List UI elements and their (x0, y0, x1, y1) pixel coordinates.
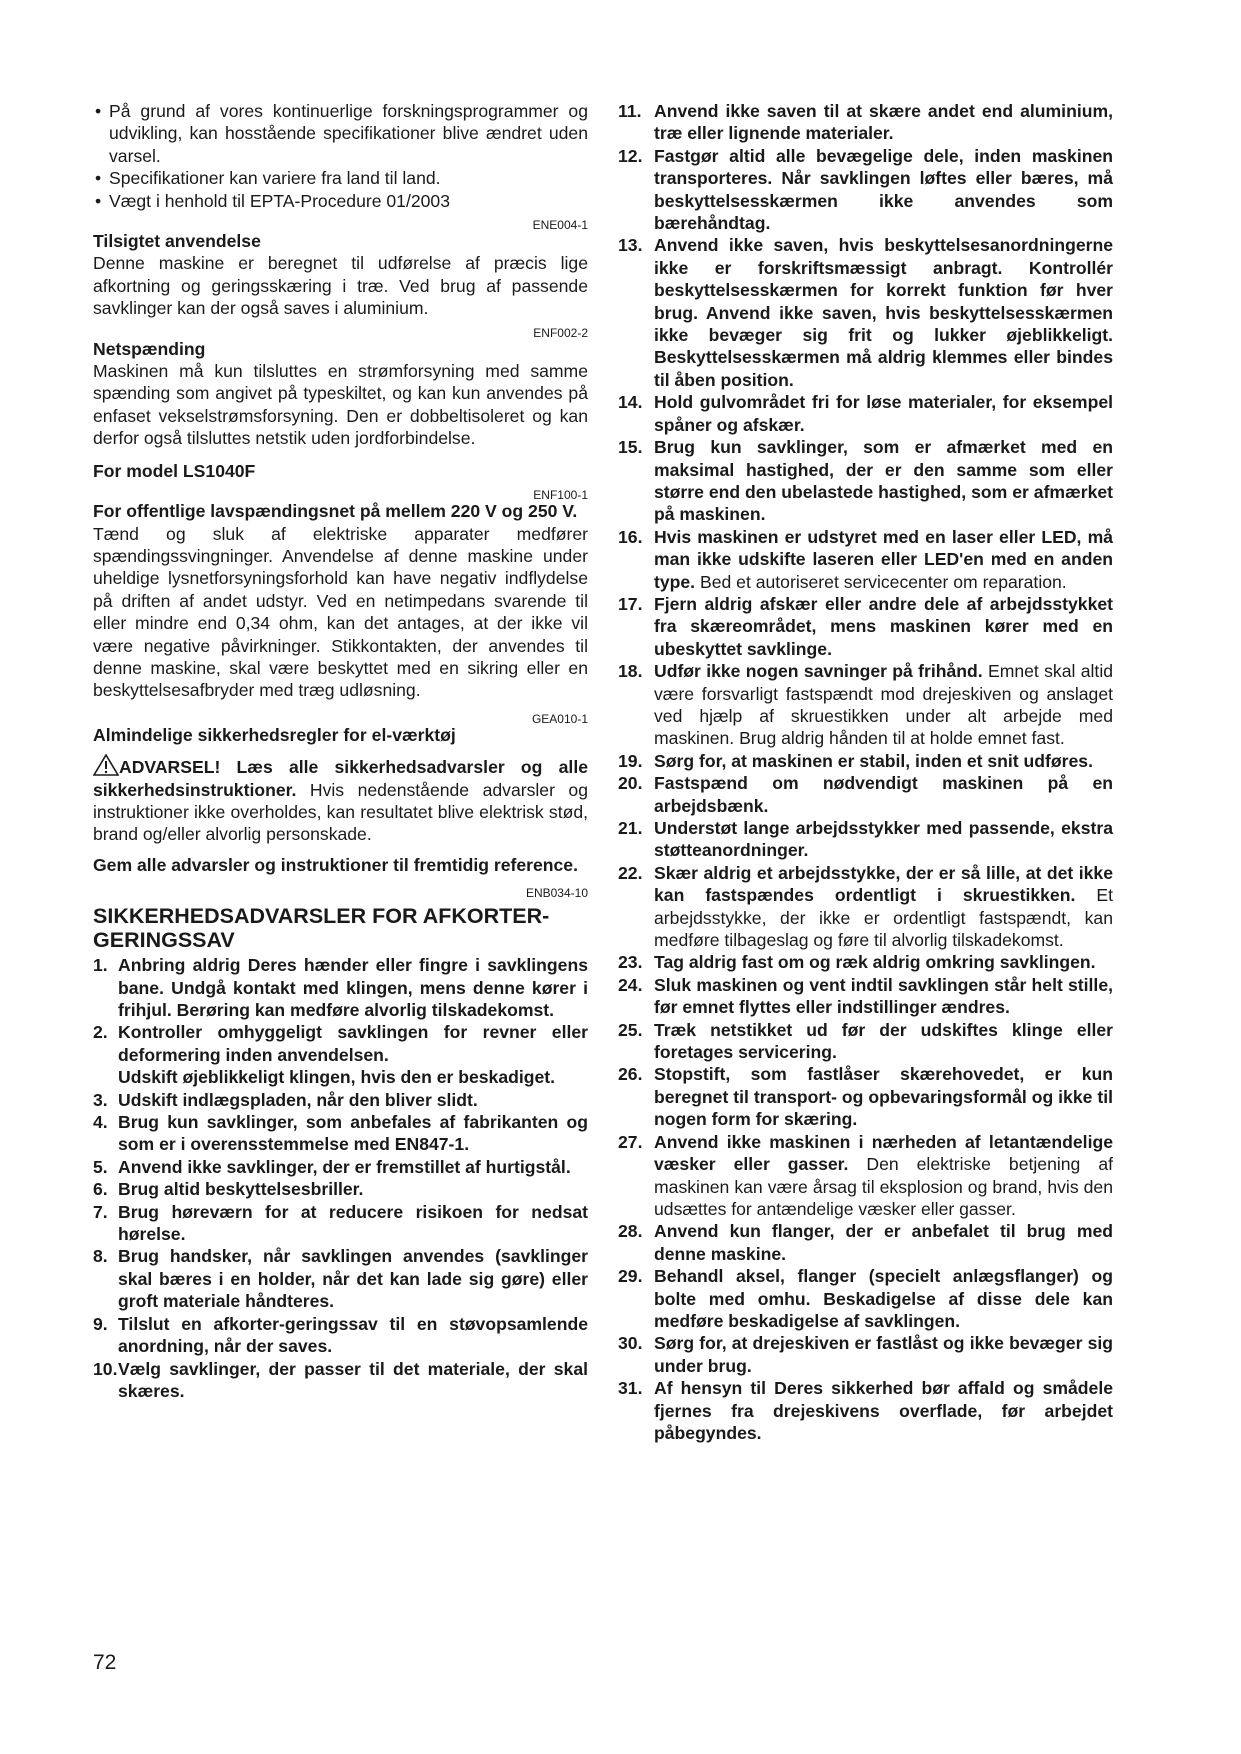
list-item: 6. Brug altid beskyttelsesbriller. (93, 1179, 364, 1200)
heading-public-grid: For offentlige lavspændingsnet på mellem 220 V og 250 V. (93, 501, 578, 522)
paragraph-power-supply: Maskinen må kun tilsluttes en strømforsyning med samme spænding som angivet på typeskiltet, og kan kun anvendes på enfaset vekselstrømsforsyning. Den er dobbeltisoleret og kan derfor også tilsluttes netstik uden jordforbindelse. (93, 361, 588, 449)
paragraph-public-grid: Tænd og sluk af elektriske apparater medfører spændingssvingninger. Anvendelse af denne maskine under uheldige lysnetforsyningsforhold kan have negativ indflydelse på driften af andet udstyr. Ved en netimpedans svarende til eller mindre end 0,34 ohm, kan det antages, at der ikke vil være negative påvirkninger. Stikkontakten, der anvendes til denne maskine, skal være beskyttet med en sikring eller en beskyttelsesafbryder med træg udløsning. (93, 523, 588, 701)
heading-intended-use: Tilsigtet anvendelse (93, 231, 261, 252)
safety-list-right (618, 100, 1113, 1444)
list-item: 7. Brug høreværn for at reducere risikoen for nedsat hørelse. (93, 1201, 588, 1245)
list-item: 15. Brug kun savklinger, som er afmærket med en maksimal hastighed, der er den samme som eller større end den ubelastede hastighed, som er afmærket på maskinen. (618, 437, 1113, 525)
list-item: 24. Sluk maskinen og vent indtil savklingen står helt stille, før emnet flyttes eller indstillinger ændres. (618, 974, 1113, 1018)
safety-list-left (93, 954, 588, 1402)
list-item: 1. Anbring aldrig Deres hænder eller fingre i savklingens bane. Undgå kontakt med klingen, mens denne kører i frihjul. Berøring kan medføre alvorlig tilskadekomst. (93, 955, 588, 1020)
list-item: 14. Hold gulvområdet fri for løse materialer, for eksempel spåner og afskær. (618, 392, 1113, 435)
list-item: 21. Understøt lange arbejdsstykker med passende, ekstra støtteanordninger. (618, 818, 1113, 861)
right-column (618, 100, 1113, 1444)
list-item: 4. Brug kun savklinger, som anbefales af fabrikanten og som er i overensstemmelse med EN847-1. (93, 1112, 588, 1155)
page-number: 72 (93, 1651, 117, 1674)
list-item: 17. Fjern aldrig afskær eller andre dele af arbejdsstykket fra skæreområdet, mens maskinen kører med en ubeskyttet savklinge. (618, 593, 1113, 659)
list-item: 12. Fastgør altid alle bevægelige dele, inden maskinen transporteres. Når savklingen løftes eller bæres, må beskyttelsesskærmen ikke anvendes som bærehåndtag. (618, 145, 1113, 234)
list-item: 9. Tilslut en afkorter-geringssav til en støvopsamlende anordning, når der saves. (93, 1313, 588, 1357)
spec-note-1: • På grund af vores kontinuerlige forskningsprogrammer og udvikling, kan hosstående specifikationer blive ændret uden varsel. (93, 100, 588, 167)
list-item: 18. Udfør ikke nogen savninger på frihånd. Emnet skal altid være forsvarligt fastspændt mod drejeskiven og anslaget ved hjælp af skruestikken under alt arbejde med maskinen. Brug aldrig hånden til at holde emnet fast. (618, 661, 1114, 749)
section-title: SIKKERHEDSADVARSLER FOR AFKORTER-GERINGSSAV (93, 904, 550, 953)
doc-code: ENB034-10 (525, 886, 588, 901)
list-item: 8. Brug handsker, når savklingen anvendes (savklinger skal bæres i en holder, når det kan lade sig gøre) eller groft materiale håndteres. (93, 1246, 588, 1312)
list-item: 26. Stopstift, som fastlåser skærehovedet, er kun beregnet til transport- og opbevaringsformål og ikke til nogen form for skæring. (618, 1064, 1113, 1130)
list-item: 31. Af hensyn til Deres sikkerhed bør affald og smådele fjernes fra drejeskivens overflade, før arbejdet påbegyndes. (618, 1378, 1113, 1443)
list-item: 11. Anvend ikke saven til at skære andet end aluminium, træ eller lignende materialer. (618, 101, 1113, 144)
spec-note-3: • Vægt i henhold til EPTA-Procedure 01/2003 (93, 190, 588, 212)
keep-instructions: Gem alle advarsler og instruktioner til fremtidig reference. (93, 854, 578, 875)
list-item: 2. Kontroller omhyggeligt savklingen for revner eller deformering inden anvendelsen. Udskift øjeblikkeligt klingen, hvis den er beskadiget. (93, 1022, 588, 1088)
list-item: 13. Anvend ikke saven, hvis beskyttelsesanordningerne ikke er forskriftsmæssigt anbragt. Kontrollér beskyttelsesskærmen for korrekt funktion før hver brug. Anvend ikke saven, hvis beskyttelsesskærmen ikke bevæger sig frit og lukker øjeblikkeligt. Beskyttelsesskærmen må aldrig klemmes eller bindes til åben position. (618, 235, 1113, 390)
list-item: 19. Sørg for, at maskinen er stabil, inden et snit udføres. (618, 750, 1093, 771)
doc-code: ENF002-2 (533, 325, 588, 340)
paragraph-intended-use: Denne maskine er beregnet til udførelse af præcis lige afkortning og geringsskæring i træ. Ved brug af passende savklinger kan der også saves i aluminium. (93, 253, 588, 319)
heading-model: For model LS1040F (93, 460, 256, 481)
list-item: 28. Anvend kun flanger, der er anbefalet til brug med denne maskine. (618, 1221, 1113, 1264)
doc-code: ENF100-1 (533, 488, 588, 503)
list-item: 16. Hvis maskinen er udstyret med en laser eller LED, må man ikke udskifte laseren eller LED'en med en anden type. Bed et autoriseret servicecenter om reparation. (618, 526, 1113, 592)
warning-text: Hvis nedenstående advarsler og instruktioner ikke overholdes, kan resultatet blive elektrisk stød, brand og/eller alvorlig personskade. (93, 779, 588, 845)
list-item: 27. Anvend ikke maskinen i nærheden af letantændelige væsker eller gasser. Den elektriske betjening af maskinen kan være årsag til eksplosion og brand, hvis den udsættes for antændelige væsker eller gasser. (618, 1131, 1113, 1219)
list-item: 29. Behandl aksel, flanger (specielt anlægsflanger) og bolte med omhu. Beskadigelse af disse dele kan medføre beskadigelse af savklingen. (618, 1266, 1113, 1331)
left-column (93, 100, 588, 1402)
warning-paragraph (93, 754, 588, 846)
list-item: 5. Anvend ikke savklinger, der er fremstillet af hurtigstål. (93, 1156, 571, 1177)
heading-power-supply: Netspænding (93, 338, 206, 359)
warning-triangle-icon (93, 754, 119, 776)
list-item: 30. Sørg for, at drejeskiven er fastlåst og ikke bevæger sig under brug. (618, 1333, 1113, 1376)
heading-general-safety: Almindelige sikkerhedsregler for el-værktøj (93, 724, 456, 745)
doc-code: ENE004-1 (532, 218, 588, 233)
list-item: 20. Fastspænd om nødvendigt maskinen på en arbejdsbænk. (618, 773, 1113, 816)
spec-note-2: • Specifikationer kan variere fra land til land. (93, 167, 588, 189)
doc-code: GEA010-1 (531, 711, 588, 726)
list-item: 3. Udskift indlægspladen, når den bliver slidt. (93, 1089, 478, 1110)
list-item: 10. Vælg savklinger, der passer til det materiale, der skal skæres. (93, 1358, 588, 1401)
warning-bold-text: ADVARSEL! Læs alle sikkerhedsadvarsler og alle sikkerhedsinstruktioner. (93, 757, 588, 800)
list-item: 22. Skær aldrig et arbejdsstykke, der er så lille, at det ikke kan fastspændes ordentligt i skruestikken. Et arbejdsstykke, der ikke er ordentligt fastspændt, kan medføre tilbageslag og føre til alvorlig tilskadekomst. (618, 862, 1113, 951)
list-item: 25. Træk netstikket ud før der udskiftes klinge eller foretages servicering. (618, 1019, 1113, 1063)
list-item: 23. Tag aldrig fast om og ræk aldrig omkring savklingen. (618, 952, 1096, 973)
